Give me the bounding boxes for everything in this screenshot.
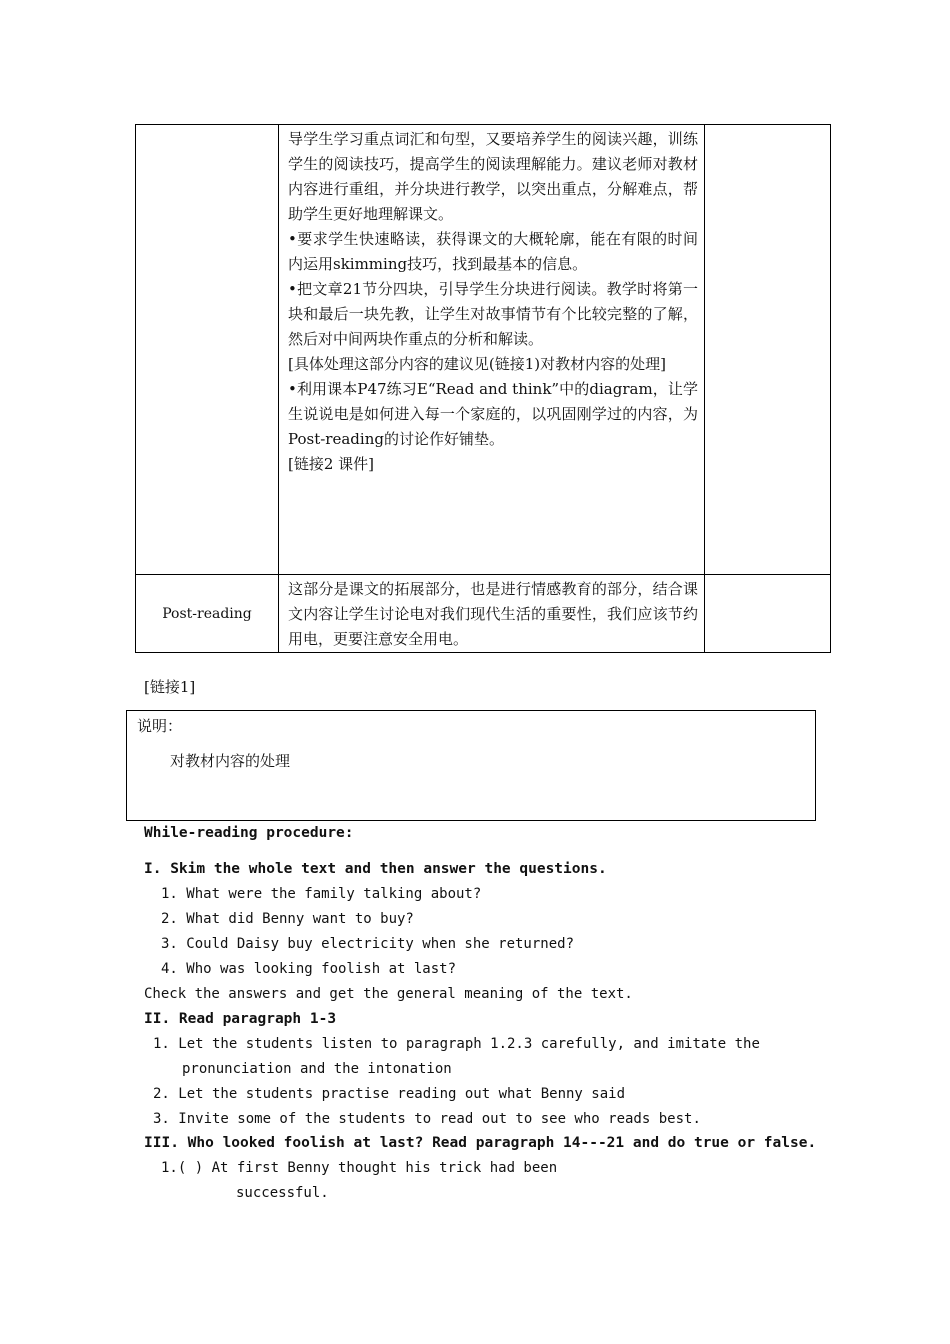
paragraph-intro: 导学生学习重点词汇和句型，又要培养学生的阅读兴趣，训练学生的阅读技巧，提高学生的阅读理解能力。建议老师对教材内容进行重组，并分块进行教学，以突出重点，分解难点，帮助学生更好地理解课文。 (288, 130, 698, 223)
table-cell-content (279, 125, 705, 575)
question-item: 1. What were the family talking about? (161, 886, 482, 902)
section2-item: 2. Let the students practise reading out what Benny said (153, 1086, 626, 1102)
paragraph-link1-note: [具体处理这部分内容的建议见(链接1)对教材内容的处理] (288, 355, 666, 373)
explanation-content: 对教材内容的处理 (170, 752, 291, 770)
section3-heading: III. Who looked foolish at last? Read paragraph 14---21 and do true or false. (144, 1135, 817, 1151)
explanation-label: 说明： (137, 717, 183, 735)
post-reading-label: Post-reading (136, 575, 279, 653)
procedure-title: While-reading procedure: (144, 825, 354, 841)
true-false-item-continuation: successful. (236, 1185, 329, 1201)
explanation-box (126, 710, 816, 821)
table-row (136, 575, 831, 653)
question-item: 2. What did Benny want to buy? (161, 911, 414, 927)
lesson-plan-table (135, 124, 831, 653)
table-row (136, 125, 831, 575)
paragraph-link2: [链接2 课件] (288, 455, 375, 473)
section1-note: Check the answers and get the general meaning of the text. (144, 986, 633, 1002)
link1-label: [链接1] (144, 678, 196, 696)
section2-item: 1. Let the students listen to paragraph 1.2.3 carefully, and imitate the (153, 1036, 760, 1052)
true-false-item: 1.( ) At first Benny thought his trick had been (161, 1160, 558, 1176)
paragraph-skimming: •要求学生快速略读，获得课文的大概轮廓，能在有限的时间内运用skimming技巧，找到最基本的信息。 (288, 230, 698, 273)
table-cell-empty-right (705, 125, 831, 575)
paragraph-sections: •把文章21节分四块，引导学生分块进行阅读。教学时将第一块和最后一块先教，让学生对故事情节有个比较完整的了解，然后对中间两块作重点的分析和解读。 (288, 280, 698, 348)
section1-heading: I. Skim the whole text and then answer the questions. (144, 861, 607, 877)
question-item: 4. Who was looking foolish at last? (161, 961, 457, 977)
table-cell-empty-left (136, 125, 279, 575)
table-cell-empty-right (705, 575, 831, 653)
section2-item-continuation: pronunciation and the intonation (182, 1061, 452, 1077)
table-cell-post-reading-content (279, 575, 705, 653)
section2-item: 3. Invite some of the students to read out to see who reads best. (153, 1111, 701, 1127)
question-item: 3. Could Daisy buy electricity when she returned? (161, 936, 575, 952)
section2-heading: II. Read paragraph 1-3 (144, 1011, 337, 1027)
paragraph-post-reading: 这部分是课文的拓展部分，也是进行情感教育的部分，结合课文内容让学生讨论电对我们现代生活的重要性，我们应该节约用电，更要注意安全用电。 (288, 580, 698, 648)
paragraph-diagram: •利用课本P47练习E“Read and think”中的diagram，让学生说说电是如何进入每一个家庭的，以巩固刚学过的内容，为Post-reading的讨论作好铺垫。 (288, 380, 698, 448)
